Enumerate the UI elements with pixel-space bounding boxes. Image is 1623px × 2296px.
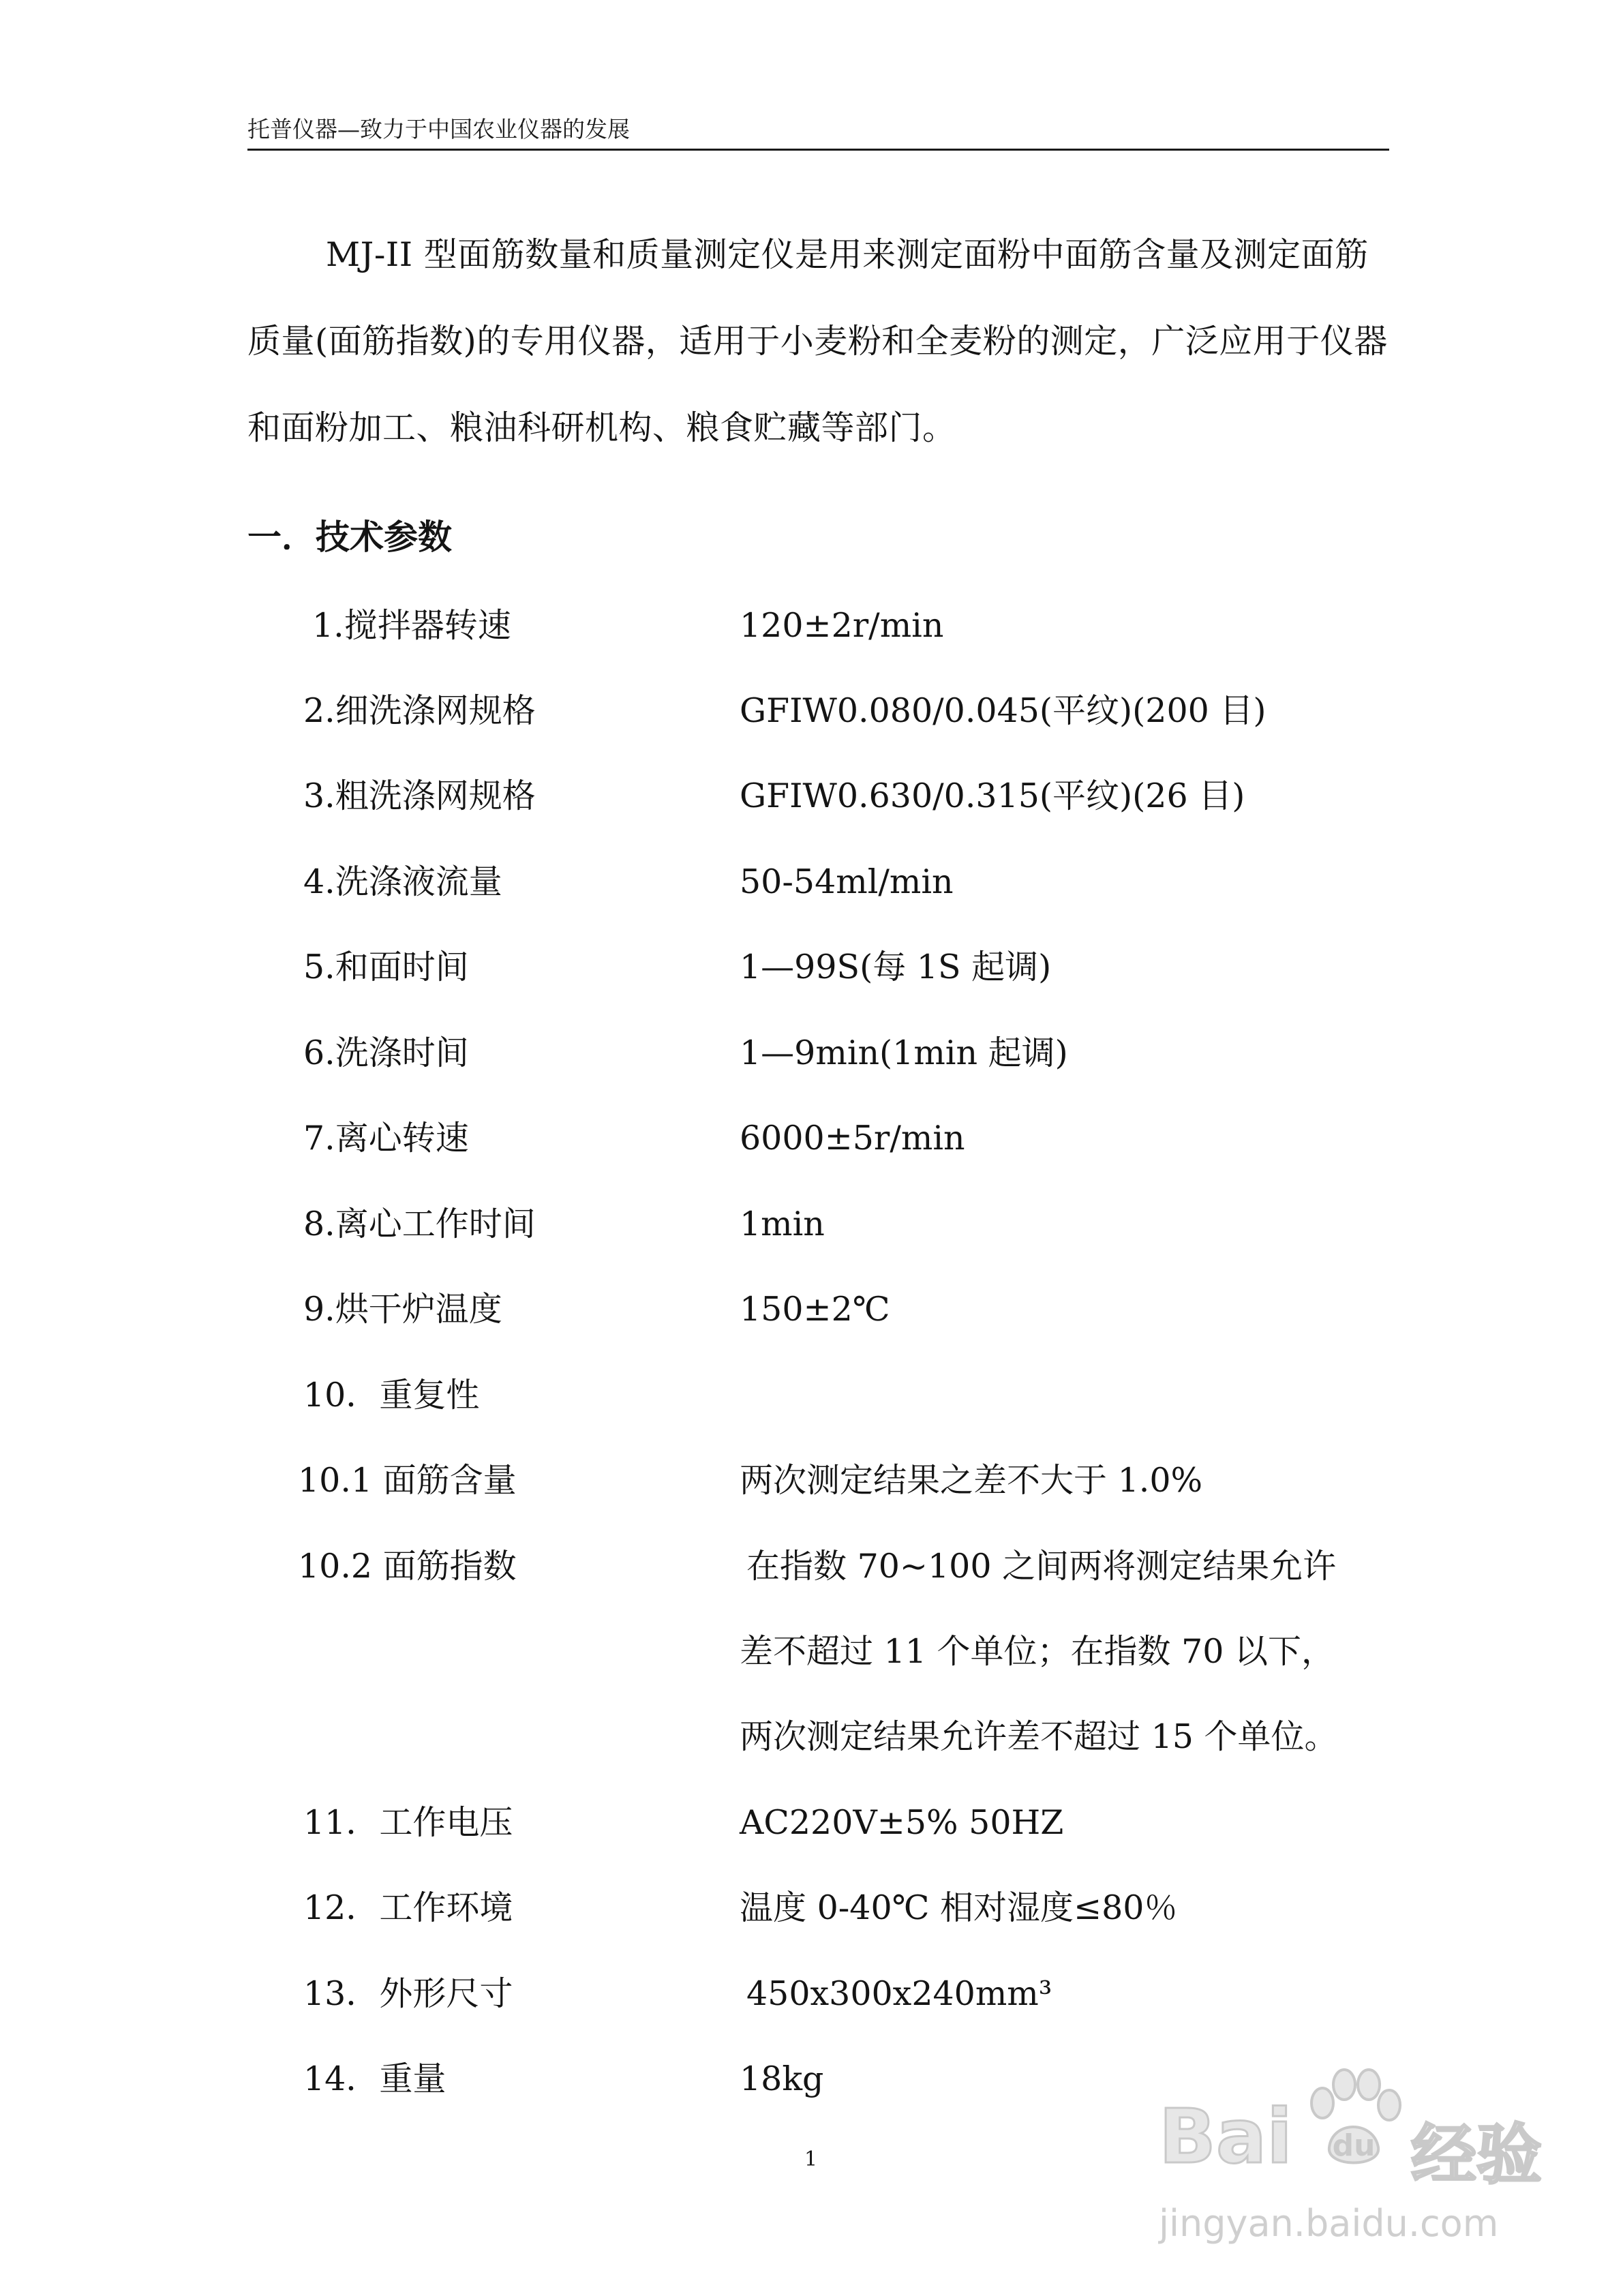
- param-value-continuation: 差不超过 11 个单位；在指数 70 以下，: [740, 1632, 1335, 1671]
- param-label: 6.洗涤时间: [303, 1033, 469, 1072]
- param-value: AC220V±5% 50HZ: [740, 1803, 1064, 1842]
- param-value: 两次测定结果之差不大于 1.0%: [740, 1461, 1203, 1500]
- param-value: 450x300x240mm³: [746, 1974, 1052, 2013]
- page-number: 1: [804, 2147, 818, 2171]
- param-label: 3.粗洗涤网规格: [303, 776, 536, 815]
- param-value: 温度 0-40℃ 相对湿度≤80％: [740, 1888, 1178, 1927]
- param-value: 50-54ml/min: [740, 862, 954, 901]
- section-title: 一．技术参数: [247, 517, 452, 557]
- param-label: 14．重量: [303, 2059, 446, 2098]
- param-label: 10.2 面筋指数: [298, 1547, 517, 1586]
- param-label: 2.细洗涤网规格: [303, 691, 536, 730]
- svg-text:du: du: [1332, 2128, 1376, 2163]
- param-label: 5.和面时间: [303, 948, 469, 986]
- param-label: 12．工作环境: [303, 1888, 513, 1927]
- baidu-jingyan-watermark: [1159, 2052, 1609, 2277]
- param-value-continuation: 两次测定结果允许差不超过 15 个单位。: [740, 1717, 1338, 1756]
- param-value: GFIW0.630/0.315(平纹)(26 目): [740, 776, 1245, 815]
- param-value: GFIW0.080/0.045(平纹)(200 目): [740, 691, 1266, 730]
- watermark-url: jingyan.baidu.com: [1159, 2202, 1499, 2245]
- param-label: 7.离心转速: [303, 1119, 469, 1158]
- param-value: 150±2℃: [740, 1290, 890, 1329]
- intro-paragraph: MJ-II 型面筋数量和质量测定仪是用来测定面粉中面筋含量及测定面筋质量(面筋指数)的专用仪器，适用于小麦粉和全麦粉的测定，广泛应用于仪器和面粉加工、粮油科研机构、粮食贮藏等部门。: [247, 235, 1388, 447]
- paw-logo-icon: [1302, 2066, 1404, 2175]
- watermark-brand-right: 经验: [1411, 2117, 1542, 2193]
- header-divider: [247, 149, 1389, 151]
- page-header: 托普仪器—致力于中国农业仪器的发展: [247, 116, 630, 142]
- param-label: 10.1 面筋含量: [298, 1461, 517, 1500]
- param-value: 1—99S(每 1S 起调): [740, 948, 1052, 986]
- param-label: 9.烘干炉温度: [303, 1290, 502, 1329]
- param-value: 1—9min(1min 起调): [740, 1033, 1068, 1072]
- param-label: 13．外形尺寸: [303, 1974, 513, 2013]
- param-value: 6000±5r/min: [740, 1119, 965, 1158]
- param-label: 11．工作电压: [303, 1803, 513, 1842]
- param-label: 10．重复性: [303, 1376, 480, 1415]
- param-value: 1min: [740, 1205, 825, 1243]
- param-value: 120±2r/min: [740, 606, 944, 645]
- param-value: 在指数 70~100 之间两将测定结果允许: [746, 1547, 1337, 1586]
- param-label: 1.搅拌器转速: [312, 606, 511, 645]
- param-value: 18kg: [740, 2059, 824, 2098]
- param-label: 4.洗涤液流量: [303, 862, 502, 901]
- param-label: 8.离心工作时间: [303, 1205, 536, 1243]
- watermark-brand-left: Bai: [1159, 2093, 1292, 2180]
